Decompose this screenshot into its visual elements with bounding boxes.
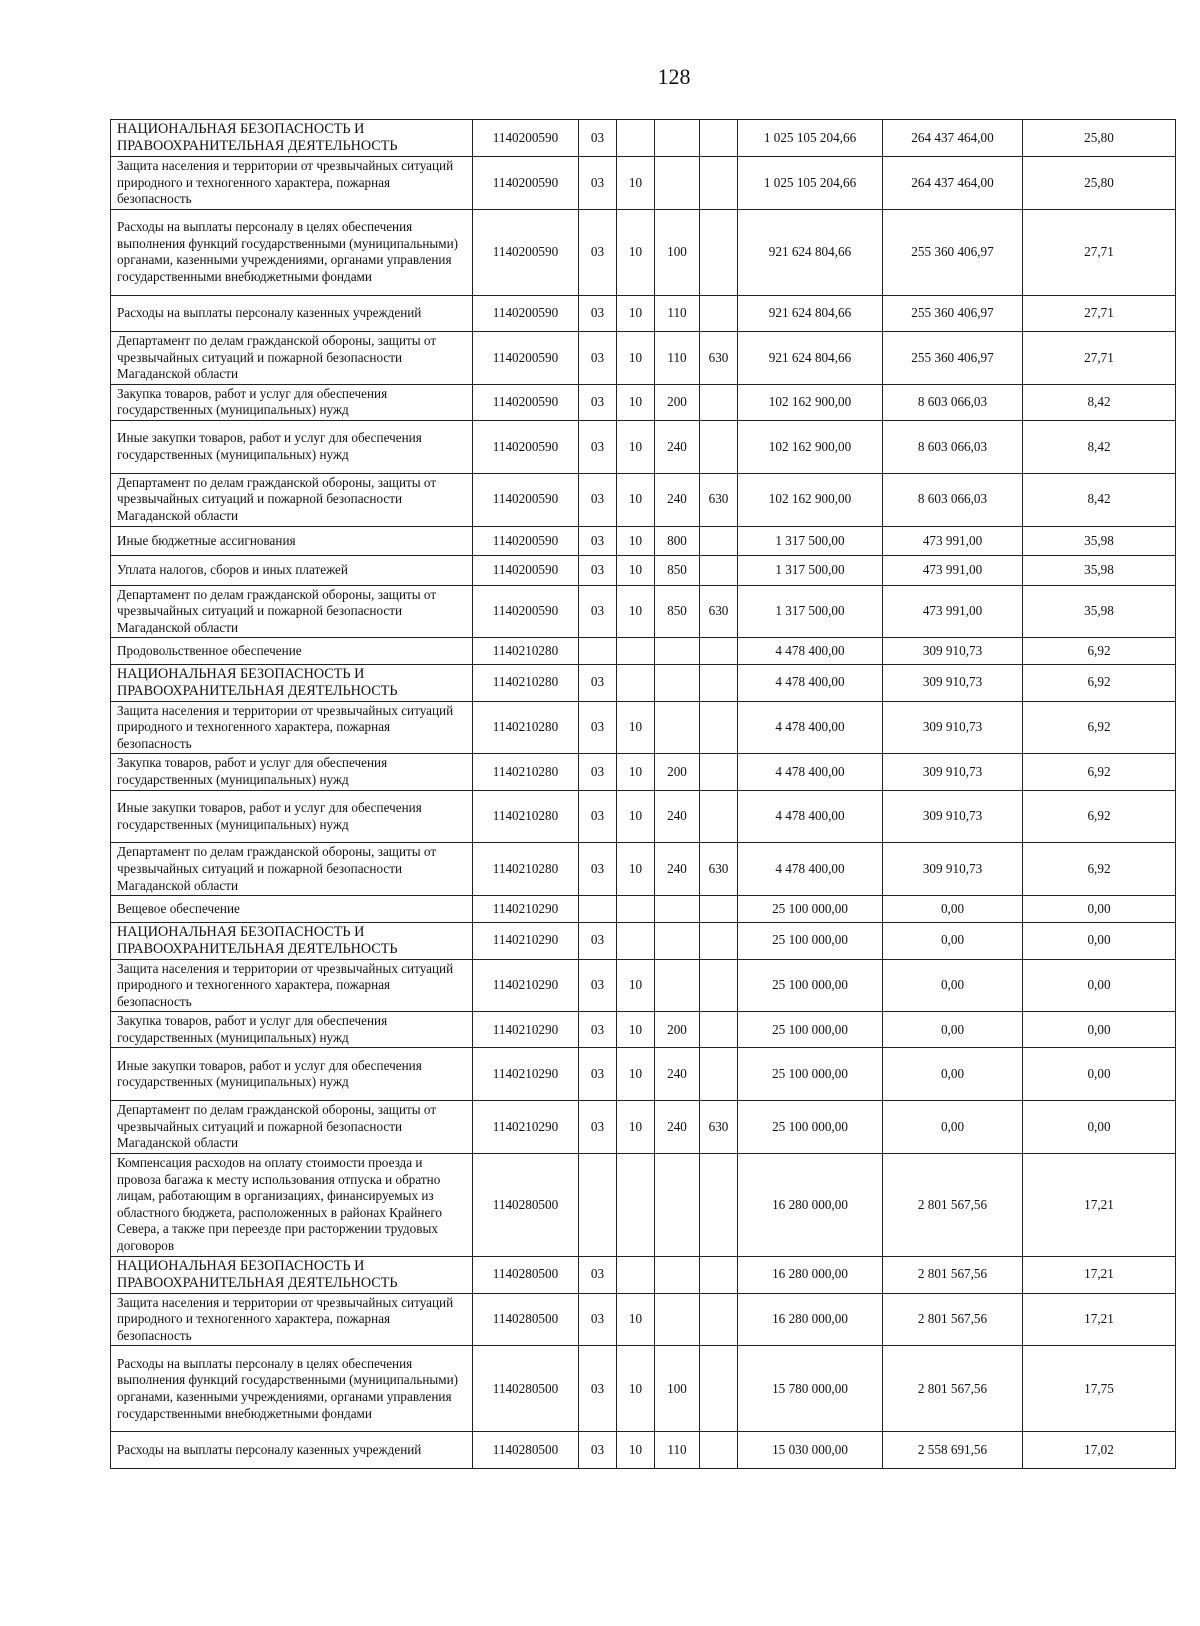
- target-article-cell: 1140200590: [473, 420, 579, 473]
- administrator-cell: 630: [700, 331, 738, 384]
- budget-execution-table: [110, 119, 1176, 1469]
- table-row: [111, 664, 1176, 701]
- name-cell: Департамент по делам гражданской обороны, защиты от чрезвычайных ситуаций и пожарной безопасности Магаданской области: [111, 473, 473, 526]
- name-cell: Расходы на выплаты персоналу в целях обеспечения выполнения функций государственными (муниципальными) органами, казенными учреждениями, органами управления государственными внебюджетными фондами: [111, 1346, 473, 1432]
- expense-type-cell: [655, 922, 700, 959]
- name-cell: Закупка товаров, работ и услуг для обеспечения государственных (муниципальных) нужд: [111, 1012, 473, 1048]
- administrator-cell: [700, 701, 738, 754]
- section-cell: 03: [579, 526, 617, 556]
- planned-amount-cell: 4 478 400,00: [738, 701, 883, 754]
- table-row: [111, 1293, 1176, 1346]
- table-row: [111, 209, 1176, 295]
- target-article-cell: 1140280500: [473, 1432, 579, 1468]
- subsection-cell: 10: [617, 959, 655, 1012]
- actual-amount-cell: 0,00: [883, 1048, 1023, 1101]
- actual-amount-cell: 309 910,73: [883, 701, 1023, 754]
- expense-type-cell: [655, 896, 700, 922]
- table-row: [111, 295, 1176, 331]
- administrator-cell: [700, 1293, 738, 1346]
- table-row: [111, 1432, 1176, 1468]
- table-row: [111, 473, 1176, 526]
- page-number: 128: [657, 64, 691, 89]
- expense-type-cell: [655, 664, 700, 701]
- actual-amount-cell: 0,00: [883, 1012, 1023, 1048]
- planned-amount-cell: 25 100 000,00: [738, 1101, 883, 1154]
- section-cell: 03: [579, 420, 617, 473]
- administrator-cell: [700, 754, 738, 790]
- expense-type-cell: 200: [655, 384, 700, 420]
- execution-percent-cell: 0,00: [1023, 922, 1176, 959]
- subsection-cell: 10: [617, 473, 655, 526]
- execution-percent-cell: 25,80: [1023, 120, 1176, 157]
- administrator-cell: 630: [700, 1101, 738, 1154]
- subsection-cell: 10: [617, 420, 655, 473]
- actual-amount-cell: 309 910,73: [883, 790, 1023, 843]
- execution-percent-cell: 35,98: [1023, 556, 1176, 586]
- name-cell: Департамент по делам гражданской обороны, защиты от чрезвычайных ситуаций и пожарной безопасности Магаданской области: [111, 843, 473, 896]
- name-cell: Иные закупки товаров, работ и услуг для обеспечения государственных (муниципальных) нужд: [111, 790, 473, 843]
- execution-percent-cell: 6,92: [1023, 701, 1176, 754]
- target-article-cell: 1140280500: [473, 1154, 579, 1257]
- name-cell: Иные бюджетные ассигнования: [111, 526, 473, 556]
- actual-amount-cell: 2 801 567,56: [883, 1346, 1023, 1432]
- name-cell: Закупка товаров, работ и услуг для обеспечения государственных (муниципальных) нужд: [111, 754, 473, 790]
- section-cell: 03: [579, 922, 617, 959]
- target-article-cell: 1140200590: [473, 295, 579, 331]
- subsection-cell: 10: [617, 556, 655, 586]
- expense-type-cell: 240: [655, 843, 700, 896]
- expense-type-cell: 110: [655, 1432, 700, 1468]
- execution-percent-cell: 0,00: [1023, 1048, 1176, 1101]
- target-article-cell: 1140210290: [473, 922, 579, 959]
- name-cell: Иные закупки товаров, работ и услуг для обеспечения государственных (муниципальных) нужд: [111, 420, 473, 473]
- table-row: [111, 790, 1176, 843]
- section-cell: 03: [579, 843, 617, 896]
- target-article-cell: 1140200590: [473, 384, 579, 420]
- planned-amount-cell: 921 624 804,66: [738, 295, 883, 331]
- name-cell: Вещевое обеспечение: [111, 896, 473, 922]
- name-cell: НАЦИОНАЛЬНАЯ БЕЗОПАСНОСТЬ И ПРАВООХРАНИТЕЛЬНАЯ ДЕЯТЕЛЬНОСТЬ: [111, 922, 473, 959]
- expense-type-cell: 200: [655, 754, 700, 790]
- target-article-cell: 1140200590: [473, 209, 579, 295]
- actual-amount-cell: 473 991,00: [883, 556, 1023, 586]
- target-article-cell: 1140200590: [473, 473, 579, 526]
- section-cell: 03: [579, 1256, 617, 1293]
- subsection-cell: 10: [617, 526, 655, 556]
- actual-amount-cell: 309 910,73: [883, 664, 1023, 701]
- planned-amount-cell: 921 624 804,66: [738, 331, 883, 384]
- target-article-cell: 1140210280: [473, 790, 579, 843]
- execution-percent-cell: 0,00: [1023, 896, 1176, 922]
- administrator-cell: [700, 922, 738, 959]
- administrator-cell: 630: [700, 473, 738, 526]
- actual-amount-cell: 0,00: [883, 896, 1023, 922]
- planned-amount-cell: 1 025 105 204,66: [738, 157, 883, 210]
- planned-amount-cell: 102 162 900,00: [738, 473, 883, 526]
- execution-percent-cell: 0,00: [1023, 1101, 1176, 1154]
- expense-type-cell: 850: [655, 585, 700, 638]
- section-cell: 03: [579, 1293, 617, 1346]
- execution-percent-cell: 8,42: [1023, 420, 1176, 473]
- execution-percent-cell: 0,00: [1023, 959, 1176, 1012]
- expense-type-cell: 240: [655, 473, 700, 526]
- expense-type-cell: 240: [655, 790, 700, 843]
- section-cell: [579, 638, 617, 664]
- administrator-cell: [700, 959, 738, 1012]
- table-row: [111, 754, 1176, 790]
- actual-amount-cell: 264 437 464,00: [883, 157, 1023, 210]
- expense-type-cell: [655, 157, 700, 210]
- table-row: [111, 384, 1176, 420]
- name-cell: НАЦИОНАЛЬНАЯ БЕЗОПАСНОСТЬ И ПРАВООХРАНИТЕЛЬНАЯ ДЕЯТЕЛЬНОСТЬ: [111, 1256, 473, 1293]
- execution-percent-cell: 6,92: [1023, 664, 1176, 701]
- name-cell: НАЦИОНАЛЬНАЯ БЕЗОПАСНОСТЬ И ПРАВООХРАНИТЕЛЬНАЯ ДЕЯТЕЛЬНОСТЬ: [111, 664, 473, 701]
- actual-amount-cell: 473 991,00: [883, 526, 1023, 556]
- target-article-cell: 1140280500: [473, 1256, 579, 1293]
- target-article-cell: 1140210290: [473, 1101, 579, 1154]
- subsection-cell: 10: [617, 157, 655, 210]
- name-cell: Уплата налогов, сборов и иных платежей: [111, 556, 473, 586]
- target-article-cell: 1140200590: [473, 157, 579, 210]
- section-cell: 03: [579, 585, 617, 638]
- expense-type-cell: 100: [655, 209, 700, 295]
- execution-percent-cell: 27,71: [1023, 295, 1176, 331]
- subsection-cell: [617, 896, 655, 922]
- planned-amount-cell: 25 100 000,00: [738, 896, 883, 922]
- section-cell: [579, 1154, 617, 1257]
- name-cell: Иные закупки товаров, работ и услуг для обеспечения государственных (муниципальных) нужд: [111, 1048, 473, 1101]
- name-cell: Защита населения и территории от чрезвычайных ситуаций природного и техногенного характера, пожарная безопасность: [111, 959, 473, 1012]
- execution-percent-cell: 27,71: [1023, 209, 1176, 295]
- table-row: [111, 638, 1176, 664]
- table-row: [111, 420, 1176, 473]
- administrator-cell: 630: [700, 843, 738, 896]
- actual-amount-cell: 0,00: [883, 959, 1023, 1012]
- administrator-cell: [700, 157, 738, 210]
- actual-amount-cell: 2 558 691,56: [883, 1432, 1023, 1468]
- administrator-cell: [700, 1346, 738, 1432]
- expense-type-cell: 100: [655, 1346, 700, 1432]
- subsection-cell: [617, 120, 655, 157]
- planned-amount-cell: 16 280 000,00: [738, 1154, 883, 1257]
- actual-amount-cell: 309 910,73: [883, 843, 1023, 896]
- table-row: [111, 843, 1176, 896]
- table-row: [111, 1048, 1176, 1101]
- actual-amount-cell: 2 801 567,56: [883, 1154, 1023, 1257]
- section-cell: 03: [579, 1432, 617, 1468]
- target-article-cell: 1140200590: [473, 120, 579, 157]
- planned-amount-cell: 102 162 900,00: [738, 384, 883, 420]
- planned-amount-cell: 102 162 900,00: [738, 420, 883, 473]
- target-article-cell: 1140210290: [473, 1048, 579, 1101]
- table-row: [111, 1346, 1176, 1432]
- actual-amount-cell: 309 910,73: [883, 754, 1023, 790]
- name-cell: НАЦИОНАЛЬНАЯ БЕЗОПАСНОСТЬ И ПРАВООХРАНИТЕЛЬНАЯ ДЕЯТЕЛЬНОСТЬ: [111, 120, 473, 157]
- subsection-cell: [617, 664, 655, 701]
- administrator-cell: [700, 384, 738, 420]
- expense-type-cell: [655, 1154, 700, 1257]
- name-cell: Защита населения и территории от чрезвычайных ситуаций природного и техногенного характера, пожарная безопасность: [111, 157, 473, 210]
- planned-amount-cell: 921 624 804,66: [738, 209, 883, 295]
- actual-amount-cell: 309 910,73: [883, 638, 1023, 664]
- name-cell: Департамент по делам гражданской обороны, защиты от чрезвычайных ситуаций и пожарной безопасности Магаданской области: [111, 585, 473, 638]
- administrator-cell: 630: [700, 585, 738, 638]
- execution-percent-cell: 17,75: [1023, 1346, 1176, 1432]
- name-cell: Департамент по делам гражданской обороны, защиты от чрезвычайных ситуаций и пожарной безопасности Магаданской области: [111, 1101, 473, 1154]
- execution-percent-cell: 6,92: [1023, 638, 1176, 664]
- table-row: [111, 896, 1176, 922]
- expense-type-cell: 200: [655, 1012, 700, 1048]
- subsection-cell: [617, 638, 655, 664]
- subsection-cell: 10: [617, 754, 655, 790]
- planned-amount-cell: 4 478 400,00: [738, 754, 883, 790]
- table-row: [111, 556, 1176, 586]
- execution-percent-cell: 17,21: [1023, 1293, 1176, 1346]
- section-cell: 03: [579, 384, 617, 420]
- administrator-cell: [700, 556, 738, 586]
- execution-percent-cell: 25,80: [1023, 157, 1176, 210]
- section-cell: 03: [579, 556, 617, 586]
- execution-percent-cell: 35,98: [1023, 585, 1176, 638]
- name-cell: Защита населения и территории от чрезвычайных ситуаций природного и техногенного характера, пожарная безопасность: [111, 701, 473, 754]
- expense-type-cell: 240: [655, 1048, 700, 1101]
- actual-amount-cell: 255 360 406,97: [883, 331, 1023, 384]
- administrator-cell: [700, 209, 738, 295]
- section-cell: 03: [579, 1012, 617, 1048]
- table-row: [111, 959, 1176, 1012]
- planned-amount-cell: 25 100 000,00: [738, 1012, 883, 1048]
- target-article-cell: 1140210290: [473, 1012, 579, 1048]
- planned-amount-cell: 16 280 000,00: [738, 1256, 883, 1293]
- table-row: [111, 1012, 1176, 1048]
- subsection-cell: 10: [617, 384, 655, 420]
- target-article-cell: 1140280500: [473, 1293, 579, 1346]
- expense-type-cell: [655, 1293, 700, 1346]
- administrator-cell: [700, 1432, 738, 1468]
- administrator-cell: [700, 896, 738, 922]
- planned-amount-cell: 1 317 500,00: [738, 585, 883, 638]
- planned-amount-cell: 15 780 000,00: [738, 1346, 883, 1432]
- target-article-cell: 1140200590: [473, 585, 579, 638]
- administrator-cell: [700, 1012, 738, 1048]
- section-cell: 03: [579, 473, 617, 526]
- name-cell: Расходы на выплаты персоналу в целях обеспечения выполнения функций государственными (муниципальными) органами, казенными учреждениями, органами управления государственными внебюджетными фондами: [111, 209, 473, 295]
- target-article-cell: 1140210280: [473, 701, 579, 754]
- section-cell: 03: [579, 790, 617, 843]
- subsection-cell: 10: [617, 1293, 655, 1346]
- subsection-cell: 10: [617, 1432, 655, 1468]
- subsection-cell: 10: [617, 701, 655, 754]
- table-row: [111, 701, 1176, 754]
- execution-percent-cell: 17,21: [1023, 1154, 1176, 1257]
- expense-type-cell: [655, 1256, 700, 1293]
- execution-percent-cell: 8,42: [1023, 473, 1176, 526]
- actual-amount-cell: 8 603 066,03: [883, 420, 1023, 473]
- target-article-cell: 1140210290: [473, 959, 579, 1012]
- expense-type-cell: 850: [655, 556, 700, 586]
- subsection-cell: 10: [617, 585, 655, 638]
- actual-amount-cell: 8 603 066,03: [883, 473, 1023, 526]
- target-article-cell: 1140200590: [473, 526, 579, 556]
- execution-percent-cell: 27,71: [1023, 331, 1176, 384]
- target-article-cell: 1140200590: [473, 331, 579, 384]
- subsection-cell: 10: [617, 209, 655, 295]
- subsection-cell: 10: [617, 790, 655, 843]
- table-row: [111, 120, 1176, 157]
- table-row: [111, 157, 1176, 210]
- planned-amount-cell: 25 100 000,00: [738, 959, 883, 1012]
- target-article-cell: 1140280500: [473, 1346, 579, 1432]
- planned-amount-cell: 1 025 105 204,66: [738, 120, 883, 157]
- table-row: [111, 922, 1176, 959]
- table-row: [111, 331, 1176, 384]
- target-article-cell: 1140210280: [473, 638, 579, 664]
- subsection-cell: [617, 1256, 655, 1293]
- administrator-cell: [700, 120, 738, 157]
- expense-type-cell: [655, 959, 700, 1012]
- subsection-cell: 10: [617, 295, 655, 331]
- administrator-cell: [700, 664, 738, 701]
- expense-type-cell: [655, 701, 700, 754]
- section-cell: 03: [579, 120, 617, 157]
- subsection-cell: 10: [617, 1012, 655, 1048]
- subsection-cell: [617, 1154, 655, 1257]
- table-row: [111, 526, 1176, 556]
- table-row: [111, 1256, 1176, 1293]
- section-cell: 03: [579, 754, 617, 790]
- planned-amount-cell: 25 100 000,00: [738, 1048, 883, 1101]
- expense-type-cell: 110: [655, 331, 700, 384]
- subsection-cell: 10: [617, 1101, 655, 1154]
- expense-type-cell: 240: [655, 1101, 700, 1154]
- section-cell: 03: [579, 1048, 617, 1101]
- expense-type-cell: [655, 120, 700, 157]
- actual-amount-cell: 255 360 406,97: [883, 209, 1023, 295]
- name-cell: Закупка товаров, работ и услуг для обеспечения государственных (муниципальных) нужд: [111, 384, 473, 420]
- planned-amount-cell: 4 478 400,00: [738, 664, 883, 701]
- planned-amount-cell: 25 100 000,00: [738, 922, 883, 959]
- section-cell: 03: [579, 331, 617, 384]
- planned-amount-cell: 4 478 400,00: [738, 843, 883, 896]
- table-row: [111, 585, 1176, 638]
- section-cell: 03: [579, 295, 617, 331]
- name-cell: Департамент по делам гражданской обороны, защиты от чрезвычайных ситуаций и пожарной безопасности Магаданской области: [111, 331, 473, 384]
- section-cell: 03: [579, 959, 617, 1012]
- name-cell: Расходы на выплаты персоналу казенных учреждений: [111, 295, 473, 331]
- table-row: [111, 1154, 1176, 1257]
- expense-type-cell: 240: [655, 420, 700, 473]
- execution-percent-cell: 6,92: [1023, 843, 1176, 896]
- planned-amount-cell: 4 478 400,00: [738, 790, 883, 843]
- subsection-cell: 10: [617, 1048, 655, 1101]
- actual-amount-cell: 473 991,00: [883, 585, 1023, 638]
- administrator-cell: [700, 526, 738, 556]
- planned-amount-cell: 1 317 500,00: [738, 526, 883, 556]
- administrator-cell: [700, 790, 738, 843]
- target-article-cell: 1140210290: [473, 896, 579, 922]
- target-article-cell: 1140200590: [473, 556, 579, 586]
- planned-amount-cell: 16 280 000,00: [738, 1293, 883, 1346]
- execution-percent-cell: 17,02: [1023, 1432, 1176, 1468]
- administrator-cell: [700, 1048, 738, 1101]
- subsection-cell: 10: [617, 843, 655, 896]
- actual-amount-cell: 255 360 406,97: [883, 295, 1023, 331]
- planned-amount-cell: 1 317 500,00: [738, 556, 883, 586]
- expense-type-cell: 110: [655, 295, 700, 331]
- actual-amount-cell: 0,00: [883, 1101, 1023, 1154]
- section-cell: 03: [579, 1101, 617, 1154]
- subsection-cell: [617, 922, 655, 959]
- expense-type-cell: 800: [655, 526, 700, 556]
- administrator-cell: [700, 420, 738, 473]
- actual-amount-cell: 264 437 464,00: [883, 120, 1023, 157]
- section-cell: 03: [579, 157, 617, 210]
- administrator-cell: [700, 1256, 738, 1293]
- table-row: [111, 1101, 1176, 1154]
- name-cell: Расходы на выплаты персоналу казенных учреждений: [111, 1432, 473, 1468]
- section-cell: [579, 896, 617, 922]
- administrator-cell: [700, 638, 738, 664]
- execution-percent-cell: 6,92: [1023, 790, 1176, 843]
- actual-amount-cell: 8 603 066,03: [883, 384, 1023, 420]
- execution-percent-cell: 17,21: [1023, 1256, 1176, 1293]
- execution-percent-cell: 8,42: [1023, 384, 1176, 420]
- execution-percent-cell: 6,92: [1023, 754, 1176, 790]
- name-cell: Компенсация расходов на оплату стоимости проезда и провоза багажа к месту использования отпуска и обратно лицам, работающим в организациях, финансируемых из областного бюджета, расположенных в районах Крайнего Севера, а также при переезде при расторжении трудовых договоров: [111, 1154, 473, 1257]
- table-body: [111, 120, 1176, 1469]
- section-cell: 03: [579, 664, 617, 701]
- actual-amount-cell: 2 801 567,56: [883, 1293, 1023, 1346]
- subsection-cell: 10: [617, 1346, 655, 1432]
- administrator-cell: [700, 1154, 738, 1257]
- target-article-cell: 1140210280: [473, 754, 579, 790]
- name-cell: Защита населения и территории от чрезвычайных ситуаций природного и техногенного характера, пожарная безопасность: [111, 1293, 473, 1346]
- actual-amount-cell: 2 801 567,56: [883, 1256, 1023, 1293]
- planned-amount-cell: 4 478 400,00: [738, 638, 883, 664]
- section-cell: 03: [579, 1346, 617, 1432]
- actual-amount-cell: 0,00: [883, 922, 1023, 959]
- name-cell: Продовольственное обеспечение: [111, 638, 473, 664]
- expense-type-cell: [655, 638, 700, 664]
- target-article-cell: 1140210280: [473, 843, 579, 896]
- execution-percent-cell: 0,00: [1023, 1012, 1176, 1048]
- section-cell: 03: [579, 701, 617, 754]
- administrator-cell: [700, 295, 738, 331]
- execution-percent-cell: 35,98: [1023, 526, 1176, 556]
- target-article-cell: 1140210280: [473, 664, 579, 701]
- subsection-cell: 10: [617, 331, 655, 384]
- planned-amount-cell: 15 030 000,00: [738, 1432, 883, 1468]
- section-cell: 03: [579, 209, 617, 295]
